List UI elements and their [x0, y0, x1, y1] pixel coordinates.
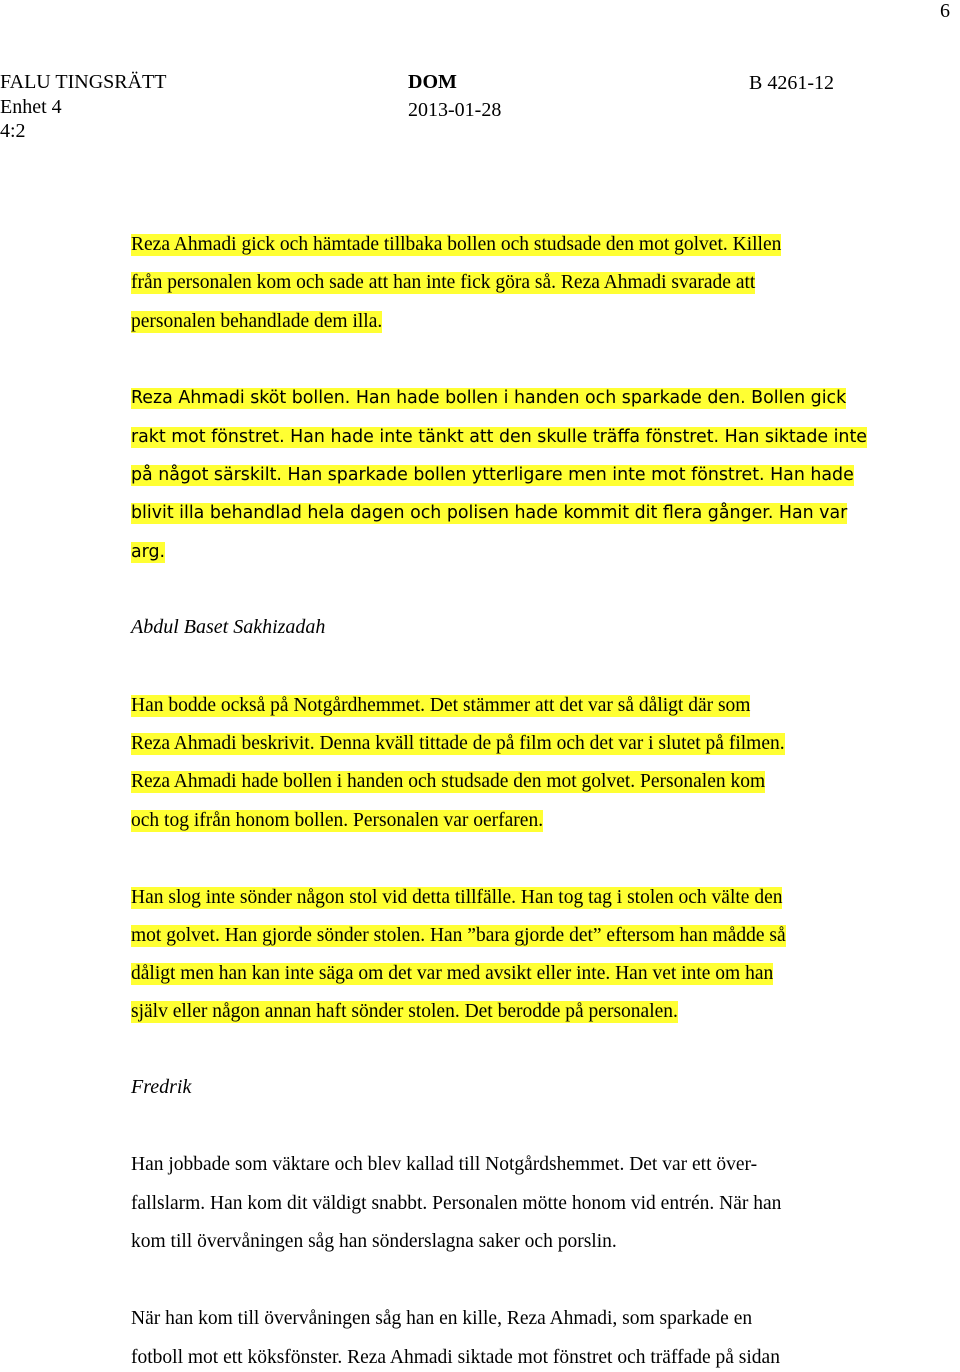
text-line: [131, 731, 785, 757]
witness-name: Abdul Baset Sakhizadah: [131, 616, 326, 638]
text-span: själv eller någon annan haft sönder stolen. Det berodde på personalen.: [131, 1001, 678, 1022]
text-line: [131, 385, 846, 411]
document-type: DOM: [408, 71, 457, 93]
text-line: [131, 769, 765, 795]
witness-name: Fredrik: [131, 1076, 192, 1098]
text-line: [131, 309, 382, 335]
text-span: dåligt men han kan inte säga om det var med avsikt eller inte. Han vet inte om han: [131, 963, 774, 984]
text-line: [131, 232, 781, 258]
document-date: 2013-01-28: [408, 99, 502, 121]
unit-label: Enhet 4: [0, 96, 62, 118]
text-span: Reza Ahmadi sköt bollen. Han hade bollen i handen och sparkade den. Bollen gick: [131, 388, 847, 408]
text-span: mot golvet. Han gjorde sönder stolen. Han ”bara gjorde det” eftersom han mådde så: [131, 925, 786, 946]
text-line: [131, 270, 755, 296]
text-span: på något särskilt. Han sparkade bollen ytterligare men inte mot fönstret. Han hade: [131, 465, 854, 485]
text-span: personalen behandlade dem illa.: [131, 311, 383, 332]
text-line: kom till övervåningen såg han sönderslagna saker och porslin.: [131, 1231, 617, 1252]
text-line: [131, 500, 847, 526]
text-line: [131, 961, 773, 987]
text-span: och tog ifrån honom bollen. Personalen var oerfaren.: [131, 810, 544, 831]
text-line: [131, 808, 543, 834]
text-span: från personalen kom och sade att han inte fick göra så. Reza Ahmadi svarade att: [131, 272, 756, 293]
text-span: blivit illa behandlad hela dagen och polisen hade kommit dit flera gånger. Han var: [131, 503, 848, 523]
text-line: Han jobbade som väktare och blev kallad till Notgårdshemmet. Det var ett över-: [131, 1154, 758, 1175]
page-number: 6: [940, 0, 950, 22]
text-line: fotboll mot ett köksfönster. Reza Ahmadi siktade mot fönstret och träffade på sidan: [131, 1347, 780, 1368]
text-line: [131, 693, 750, 719]
text-line: [131, 462, 854, 488]
text-span: Reza Ahmadi hade bollen i handen och studsade den mot golvet. Personalen kom: [131, 771, 766, 792]
text-line: [131, 923, 786, 949]
text-line: [131, 999, 678, 1025]
text-span: rakt mot fönstret. Han hade inte tänkt att den skulle träffa fönstret. Han siktade inte: [131, 427, 867, 447]
text-line: [131, 885, 782, 911]
text-span: Han slog inte sönder någon stol vid detta tillfälle. Han tog tag i stolen och välte den: [131, 887, 783, 908]
text-line: fallslarm. Han kom dit väldigt snabbt. Personalen mötte honom vid entrén. När han: [131, 1193, 782, 1214]
case-number: B 4261-12: [749, 72, 834, 94]
text-span: Reza Ahmadi beskrivit. Denna kväll tittade de på film och det var i slutet på filmen.: [131, 733, 785, 754]
text-span: Reza Ahmadi gick och hämtade tillbaka bollen och studsade den mot golvet. Killen: [131, 234, 782, 255]
room-label: 4:2: [0, 120, 26, 142]
text-line: [131, 424, 867, 450]
text-line: [131, 539, 165, 565]
court-name: FALU TINGSRÄTT: [0, 71, 167, 93]
text-line: När han kom till övervåningen såg han en kille, Reza Ahmadi, som sparkade en: [131, 1308, 753, 1329]
text-span: Han bodde också på Notgårdhemmet. Det stämmer att det var så dåligt där som: [131, 695, 751, 716]
text-span: arg.: [131, 542, 166, 562]
